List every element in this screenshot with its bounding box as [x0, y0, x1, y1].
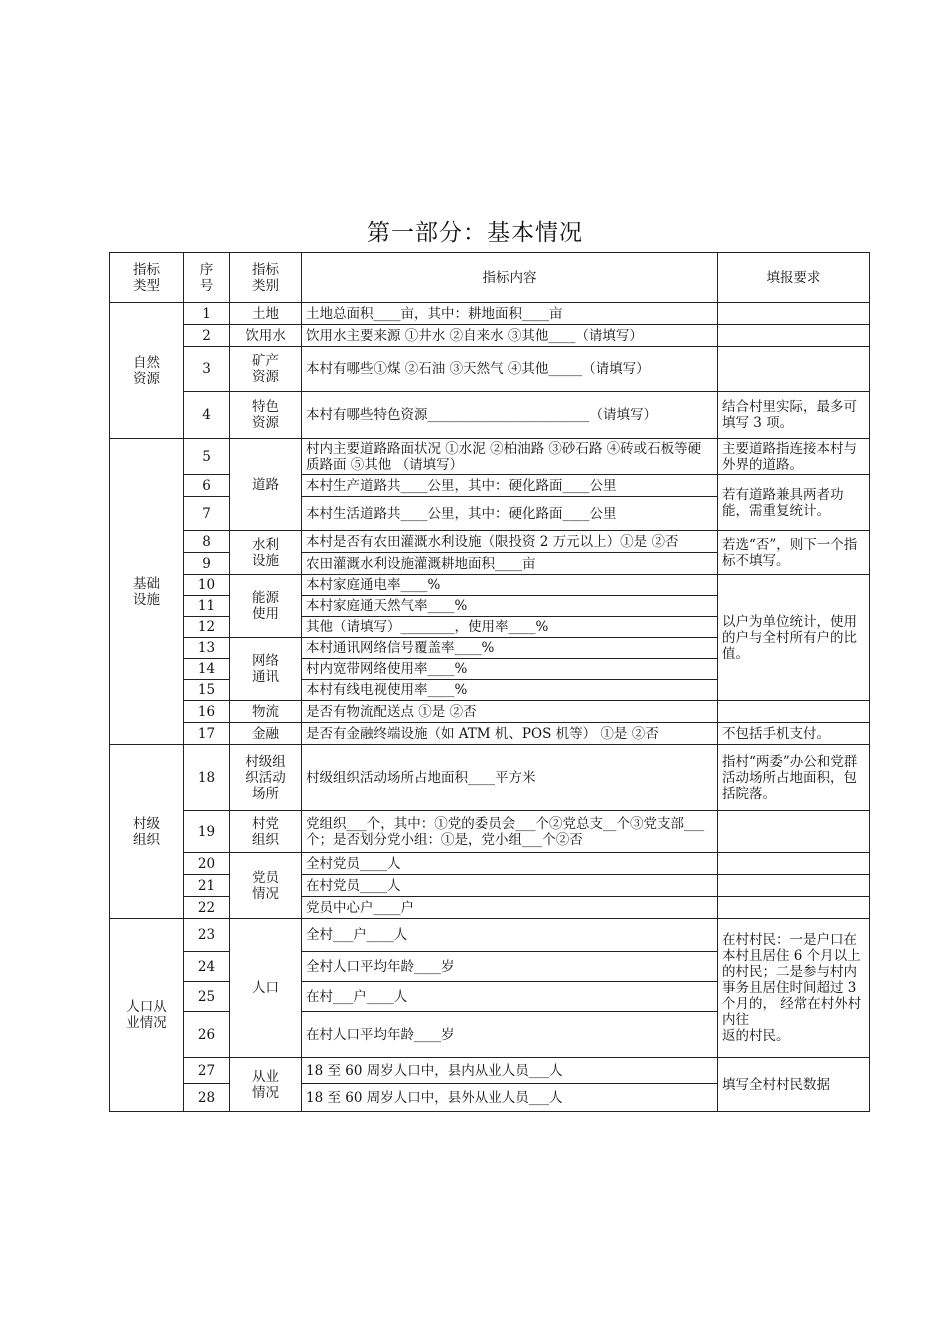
row-seq: 12	[184, 617, 230, 638]
row-seq: 10	[184, 575, 230, 596]
row-seq: 6	[184, 475, 230, 497]
header-indicator-category: 指标 类别	[230, 253, 302, 303]
row-content: 村级组织活动场所占地面积____平方米	[302, 745, 718, 811]
table-row	[110, 701, 870, 723]
row-requirement	[718, 347, 870, 392]
row-requirement: 填写全村村民数据	[718, 1058, 870, 1112]
row-seq: 1	[184, 303, 230, 325]
row-content: 饮用水主要来源 ①井水 ②自来水 ③其他____（请填写）	[302, 325, 718, 347]
table-row	[110, 575, 870, 596]
row-content: 其他（请填写）________，使用率____%	[302, 617, 718, 638]
row-content: 本村通讯网络信号覆盖率____%	[302, 638, 718, 659]
category-road: 道路	[230, 439, 302, 531]
row-seq: 15	[184, 680, 230, 701]
page-title: 第一部分：基本情况	[367, 220, 583, 246]
table-row	[110, 875, 870, 897]
category-energy: 能源 使用	[230, 575, 302, 638]
category-party-organization: 村党 组织	[230, 811, 302, 853]
header-seq: 序 号	[184, 253, 230, 303]
row-requirement: 不包括手机支付。	[718, 723, 870, 745]
row-content: 在村党员____人	[302, 875, 718, 897]
category-logistics: 物流	[230, 701, 302, 723]
group-natural-resources: 自然 资源	[110, 303, 184, 439]
row-content: 本村家庭通电率____%	[302, 575, 718, 596]
table-header-row	[110, 253, 870, 303]
table-row	[110, 392, 870, 439]
header-requirements: 填报要求	[718, 253, 870, 303]
row-requirement: 若选“否”，则下一个指标不填写。	[718, 531, 870, 575]
row-seq: 2	[184, 325, 230, 347]
table-row	[110, 811, 870, 853]
category-special-resources: 特色 资源	[230, 392, 302, 439]
table-row	[110, 303, 870, 325]
row-seq: 7	[184, 497, 230, 531]
row-seq: 9	[184, 553, 230, 575]
row-seq: 13	[184, 638, 230, 659]
row-requirement	[718, 811, 870, 853]
row-content: 18 至 60 周岁人口中，县外从业人员___人	[302, 1084, 718, 1112]
row-seq: 21	[184, 875, 230, 897]
header-indicator-content: 指标内容	[302, 253, 718, 303]
row-content: 本村有线电视使用率____%	[302, 680, 718, 701]
row-content: 本村家庭通天然气率____%	[302, 596, 718, 617]
row-content: 在村人口平均年龄____岁	[302, 1012, 718, 1058]
row-requirement	[718, 303, 870, 325]
row-content: 18 至 60 周岁人口中，县内从业人员___人	[302, 1058, 718, 1084]
category-drinking-water: 饮用水	[230, 325, 302, 347]
table-row	[110, 853, 870, 875]
row-content: 本村有哪些特色资源________________________（请填写）	[302, 392, 718, 439]
row-content: 全村___户____人	[302, 919, 718, 952]
row-seq: 17	[184, 723, 230, 745]
row-content: 是否有金融终端设施（如 ATM 机、POS 机等） ①是 ②否	[302, 723, 718, 745]
table-row	[110, 531, 870, 553]
row-seq: 11	[184, 596, 230, 617]
row-content: 在村___户____人	[302, 982, 718, 1012]
row-seq: 25	[184, 982, 230, 1012]
row-requirement	[718, 897, 870, 919]
table-row	[110, 347, 870, 392]
row-seq: 27	[184, 1058, 230, 1084]
category-land: 土地	[230, 303, 302, 325]
row-seq: 19	[184, 811, 230, 853]
category-finance: 金融	[230, 723, 302, 745]
category-population: 人口	[230, 919, 302, 1058]
table-row	[110, 325, 870, 347]
row-requirement: 若有道路兼具两者功能，需重复统计。	[718, 475, 870, 531]
category-network: 网络 通讯	[230, 638, 302, 701]
row-requirement	[718, 875, 870, 897]
row-seq: 26	[184, 1012, 230, 1058]
row-requirement: 指村“两委”办公和党群活动场所占地面积，包括院落。	[718, 745, 870, 811]
row-content: 全村人口平均年龄____岁	[302, 952, 718, 982]
row-content: 土地总面积____亩，其中：耕地面积____亩	[302, 303, 718, 325]
row-requirement: 主要道路指连接本村与外界的道路。	[718, 439, 870, 475]
category-employment: 从业 情况	[230, 1058, 302, 1112]
group-infrastructure: 基础 设施	[110, 439, 184, 745]
row-seq: 16	[184, 701, 230, 723]
row-content: 本村有哪些①煤 ②石油 ③天然气 ④其他_____（请填写）	[302, 347, 718, 392]
row-seq: 24	[184, 952, 230, 982]
row-seq: 28	[184, 1084, 230, 1112]
row-seq: 22	[184, 897, 230, 919]
row-content: 是否有物流配送点 ①是 ②否	[302, 701, 718, 723]
row-content: 党组织___个，其中：①党的委员会___个②党总支__个③党支部___个；是否划分党小组：①是，党小组___个②否	[302, 811, 718, 853]
row-requirement: 结合村里实际，最多可填写 3 项。	[718, 392, 870, 439]
row-requirement	[718, 325, 870, 347]
table-row	[110, 897, 870, 919]
table-row	[110, 475, 870, 497]
row-content: 本村是否有农田灌溉水利设施（限投资 2 万元以上）①是 ②否	[302, 531, 718, 553]
row-seq: 3	[184, 347, 230, 392]
row-content: 全村党员____人	[302, 853, 718, 875]
row-seq: 5	[184, 439, 230, 475]
row-seq: 4	[184, 392, 230, 439]
category-party-members: 党员 情况	[230, 853, 302, 919]
row-seq: 20	[184, 853, 230, 875]
category-activity-venue: 村级组 织活动 场所	[230, 745, 302, 811]
category-mineral: 矿产 资源	[230, 347, 302, 392]
row-seq: 14	[184, 659, 230, 680]
table-row	[110, 723, 870, 745]
table-row	[110, 439, 870, 475]
group-population-employment: 人口从 业情况	[110, 919, 184, 1112]
row-content: 村内宽带网络使用率____%	[302, 659, 718, 680]
table-row	[110, 1058, 870, 1084]
header-indicator-type: 指标 类型	[110, 253, 184, 303]
row-requirement	[718, 853, 870, 875]
row-requirement: 在村村民：一是户口在本村且居住 6 个月以上的村民；二是参与村内事务且居住时间超过 3 个月的， 经常在村外村内往 返的村民。	[718, 919, 870, 1058]
table-row	[110, 745, 870, 811]
group-village-organization: 村级 组织	[110, 745, 184, 919]
row-requirement	[718, 701, 870, 723]
row-content: 本村生活道路共____公里，其中：硬化路面____公里	[302, 497, 718, 531]
row-seq: 23	[184, 919, 230, 952]
row-seq: 18	[184, 745, 230, 811]
row-content: 村内主要道路路面状况 ①水泥 ②柏油路 ③砂石路 ④砖或石板等硬质路面 ⑤其他 （请填写）	[302, 439, 718, 475]
row-content: 农田灌溉水利设施灌溉耕地面积____亩	[302, 553, 718, 575]
row-requirement: 以户为单位统计，使用的户与全村所有户的比值。	[718, 575, 870, 701]
category-irrigation: 水利 设施	[230, 531, 302, 575]
table-row	[110, 919, 870, 952]
row-content: 党员中心户____户	[302, 897, 718, 919]
row-seq: 8	[184, 531, 230, 553]
row-content: 本村生产道路共____公里，其中：硬化路面____公里	[302, 475, 718, 497]
basic-info-table	[109, 252, 870, 1112]
